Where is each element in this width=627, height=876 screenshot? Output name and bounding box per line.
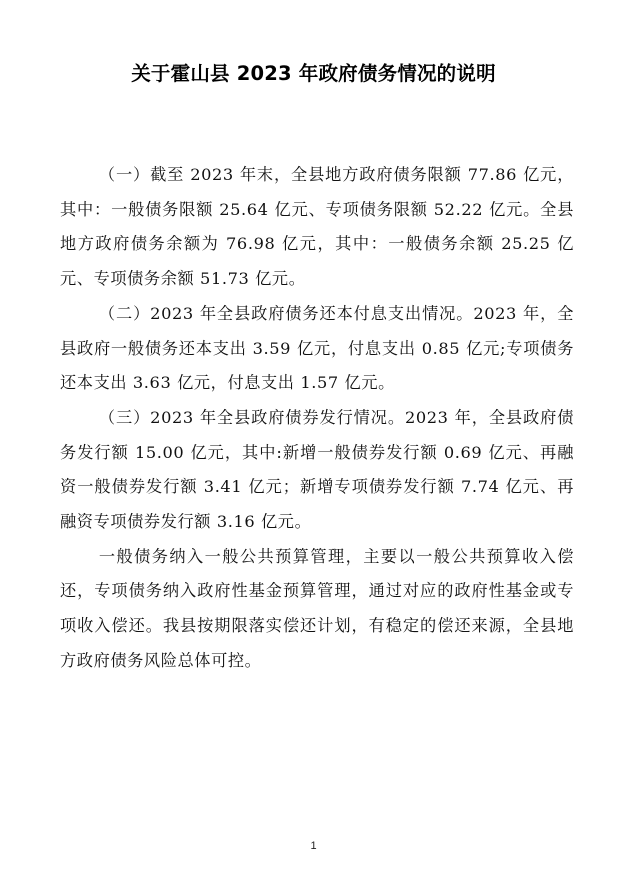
- paragraph-bond-issuance: （三）2023 年全县政府债券发行情况。2023 年，全县政府债务发行额 15.00 亿元，其中:新增一般债券发行额 0.69 亿元、再融资一般债券发行额 3.41 亿元；新增专项债券发行额 7.74 亿元、再融资专项债券发行额 3.16 亿元。: [60, 407, 574, 532]
- paragraph-debt-management: 一般债务纳入一般公共预算管理，主要以一般公共预算收入偿还，专项债务纳入政府性基金预算管理，通过对应的政府性基金或专项收入偿还。我县按期限落实偿还计划，有稳定的偿还来源，全县地方政府债务风险总体可控。: [60, 546, 574, 670]
- document-title: 关于霍山县 2023 年政府债务情况的说明: [131, 62, 496, 85]
- paragraph-repayment-interest: （二）2023 年全县政府债务还本付息支出情况。2023 年，全县政府一般债务还本支出 3.59 亿元，付息支出 0.85 亿元;专项债务还本支出 3.63 亿元，付息支出 1.57 亿元。: [60, 303, 574, 393]
- document-body: [60, 158, 574, 679]
- page-number: 1: [310, 840, 317, 852]
- paragraph-debt-limit-balance: （一）截至 2023 年末，全县地方政府债务限额 77.86 亿元，其中：一般债务限额 25.64 亿元、专项债务限额 52.22 亿元。全县地方政府债务余额为 76.98 亿元，其中：一般债务余额 25.25 亿元、专项债务余额 51.73 亿元。: [60, 165, 574, 289]
